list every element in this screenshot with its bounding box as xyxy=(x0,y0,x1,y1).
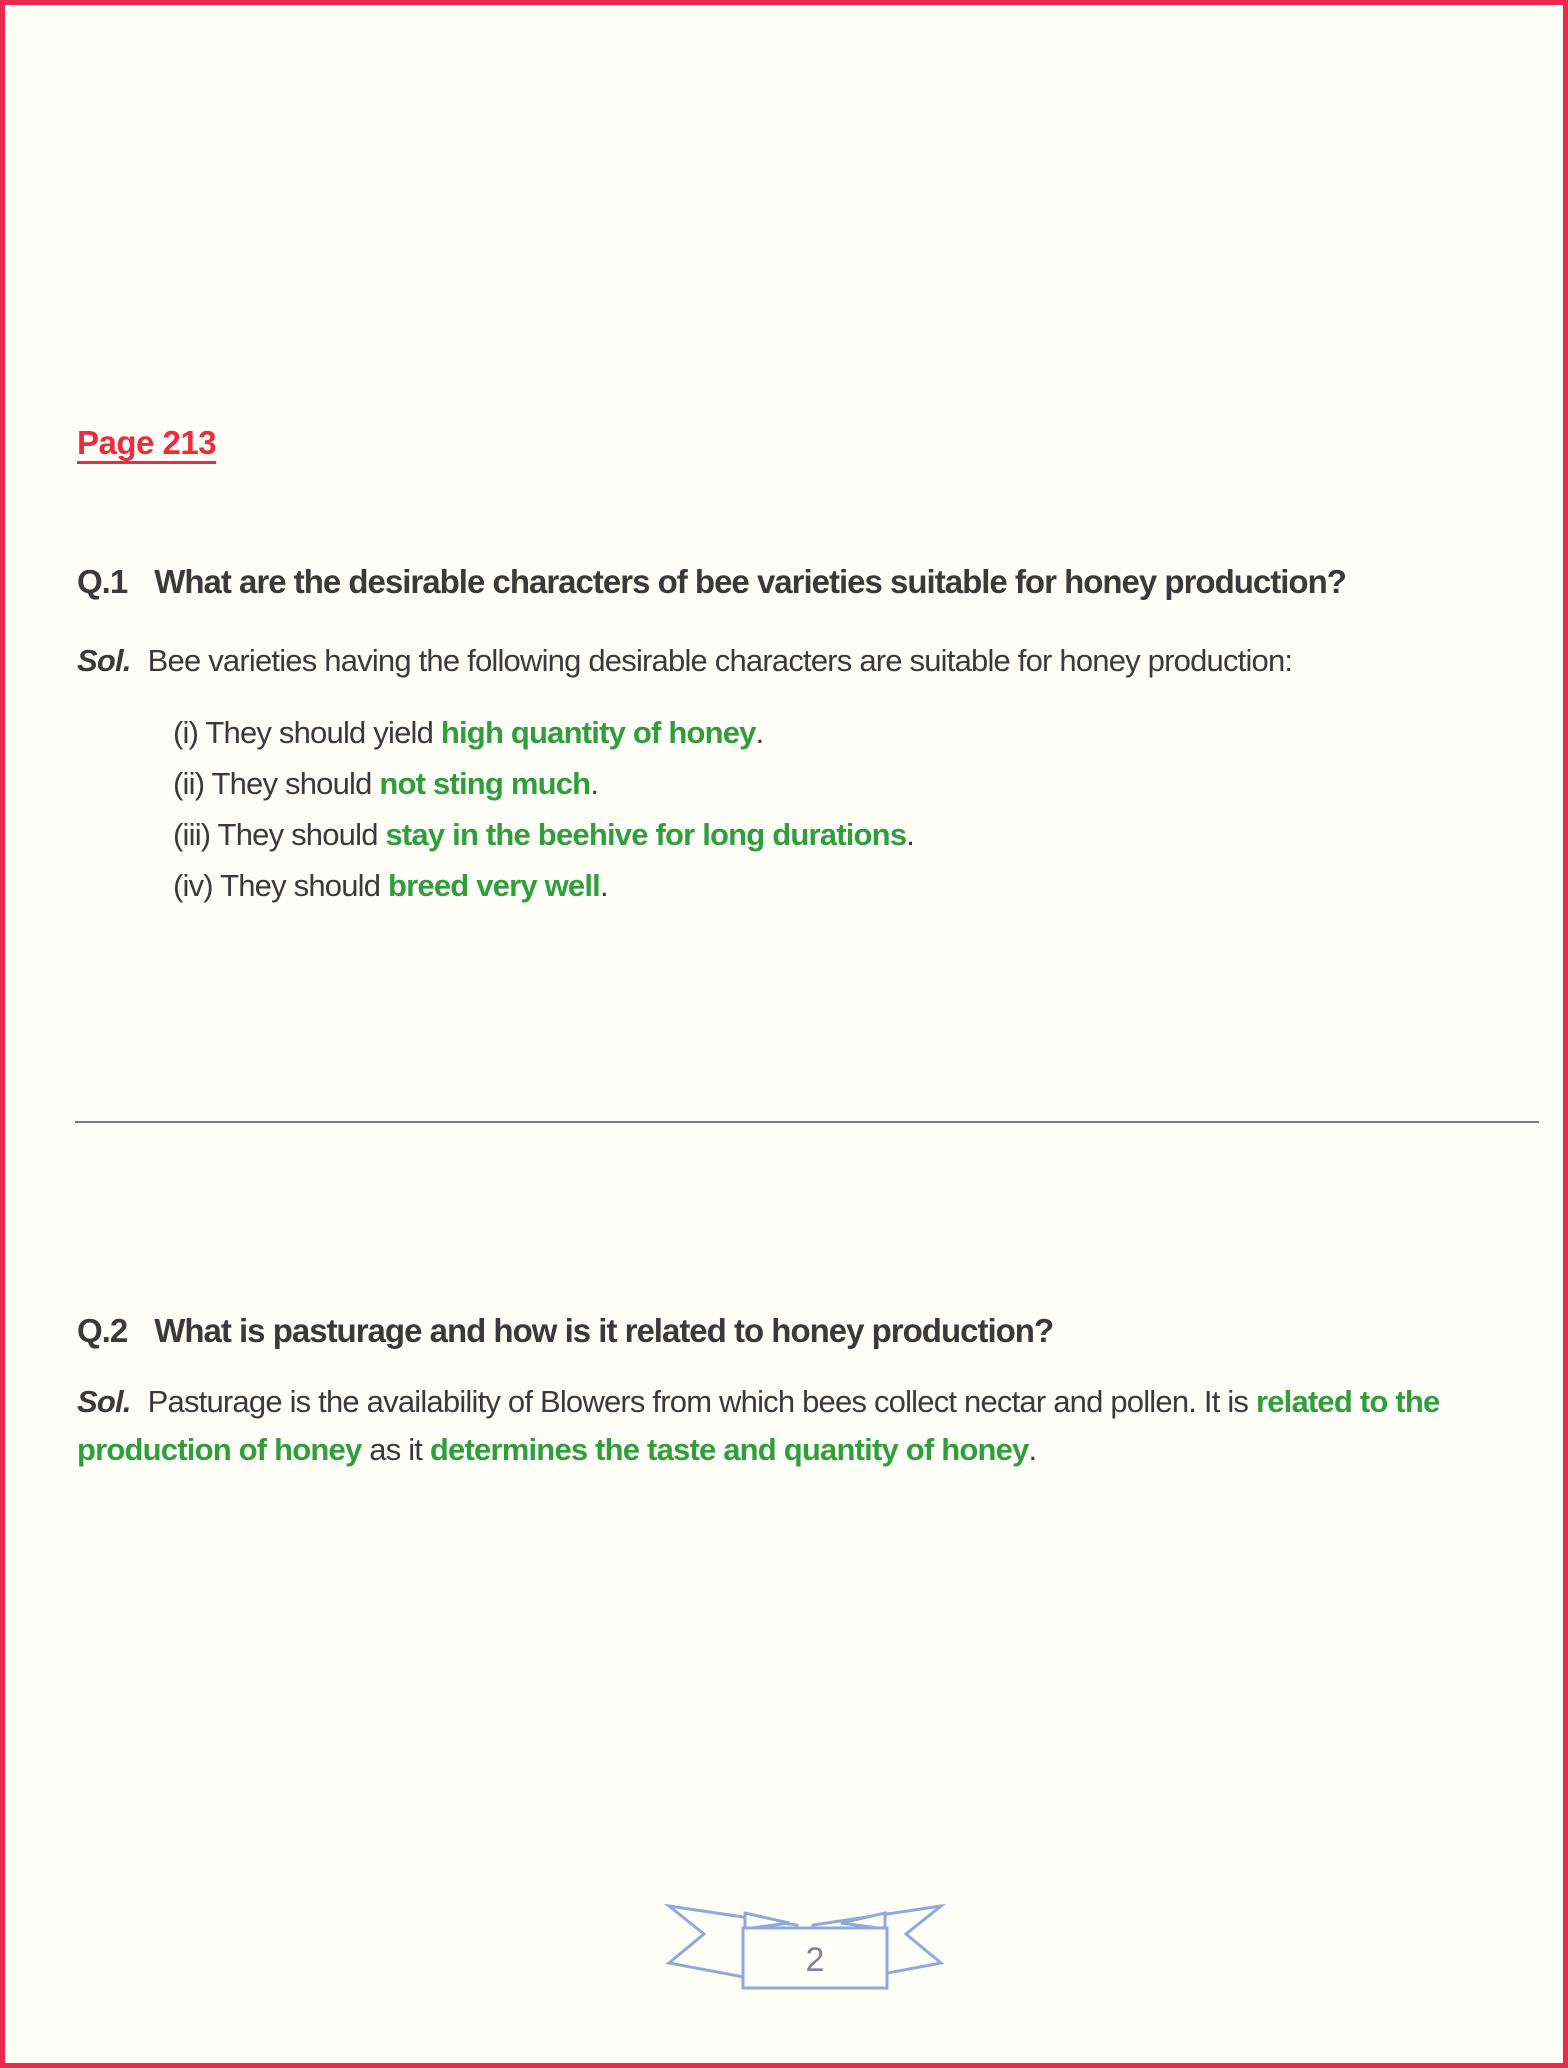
solution-1-list xyxy=(173,707,914,911)
list-item xyxy=(173,860,914,911)
text-segment: . xyxy=(590,766,599,801)
question-1-text: What are the desirable characters of bee varieties suitable for honey production? xyxy=(154,563,1346,600)
solution-1-text: Bee varieties having the following desirable characters are suitable for honey production: xyxy=(147,643,1293,678)
text-segment: high quantity of honey xyxy=(440,715,756,750)
list-item xyxy=(173,707,914,758)
section-divider xyxy=(75,1121,1539,1123)
text-segment: . xyxy=(906,817,915,852)
solution-1-label: Sol. xyxy=(77,643,131,678)
list-item xyxy=(173,809,914,860)
text-segment: as it xyxy=(361,1432,430,1467)
text-segment: (ii) They should xyxy=(173,766,380,801)
text-segment: . xyxy=(1028,1432,1037,1467)
text-segment: related to the production of honey xyxy=(77,1384,1440,1467)
question-1-heading xyxy=(77,561,1527,603)
page-number: 2 xyxy=(805,1941,825,1979)
list-item xyxy=(173,758,914,809)
page-number-ribbon xyxy=(649,1901,961,2009)
text-segment: . xyxy=(755,715,764,750)
question-2-text: What is pasturage and how is it related to honey production? xyxy=(154,1312,1054,1349)
text-segment: determines the taste and quantity of honey xyxy=(429,1432,1029,1467)
page-reference-heading: Page 213 xyxy=(77,424,217,461)
text-segment: stay in the beehive for long durations xyxy=(385,817,907,852)
text-segment: (i) They should yield xyxy=(173,715,441,750)
question-2-heading xyxy=(77,1310,1527,1352)
text-segment: (iv) They should xyxy=(173,868,388,903)
question-2-number: Q.2 xyxy=(77,1312,128,1349)
solution-2-text xyxy=(77,1384,1439,1467)
solution-2-label: Sol. xyxy=(77,1384,131,1419)
text-segment: Pasturage is the availability of Blowers from which bees collect nectar and pollen. It is xyxy=(147,1384,1256,1419)
text-segment: . xyxy=(600,868,608,903)
question-1-number: Q.1 xyxy=(77,563,128,600)
text-segment: not sting much xyxy=(379,766,591,801)
text-segment: breed very well xyxy=(387,868,600,903)
ribbon-banner-icon xyxy=(649,1901,961,2009)
solution-1-paragraph xyxy=(77,637,1522,685)
text-segment: (iii) They should xyxy=(173,817,386,852)
solution-2-paragraph xyxy=(77,1378,1522,1474)
